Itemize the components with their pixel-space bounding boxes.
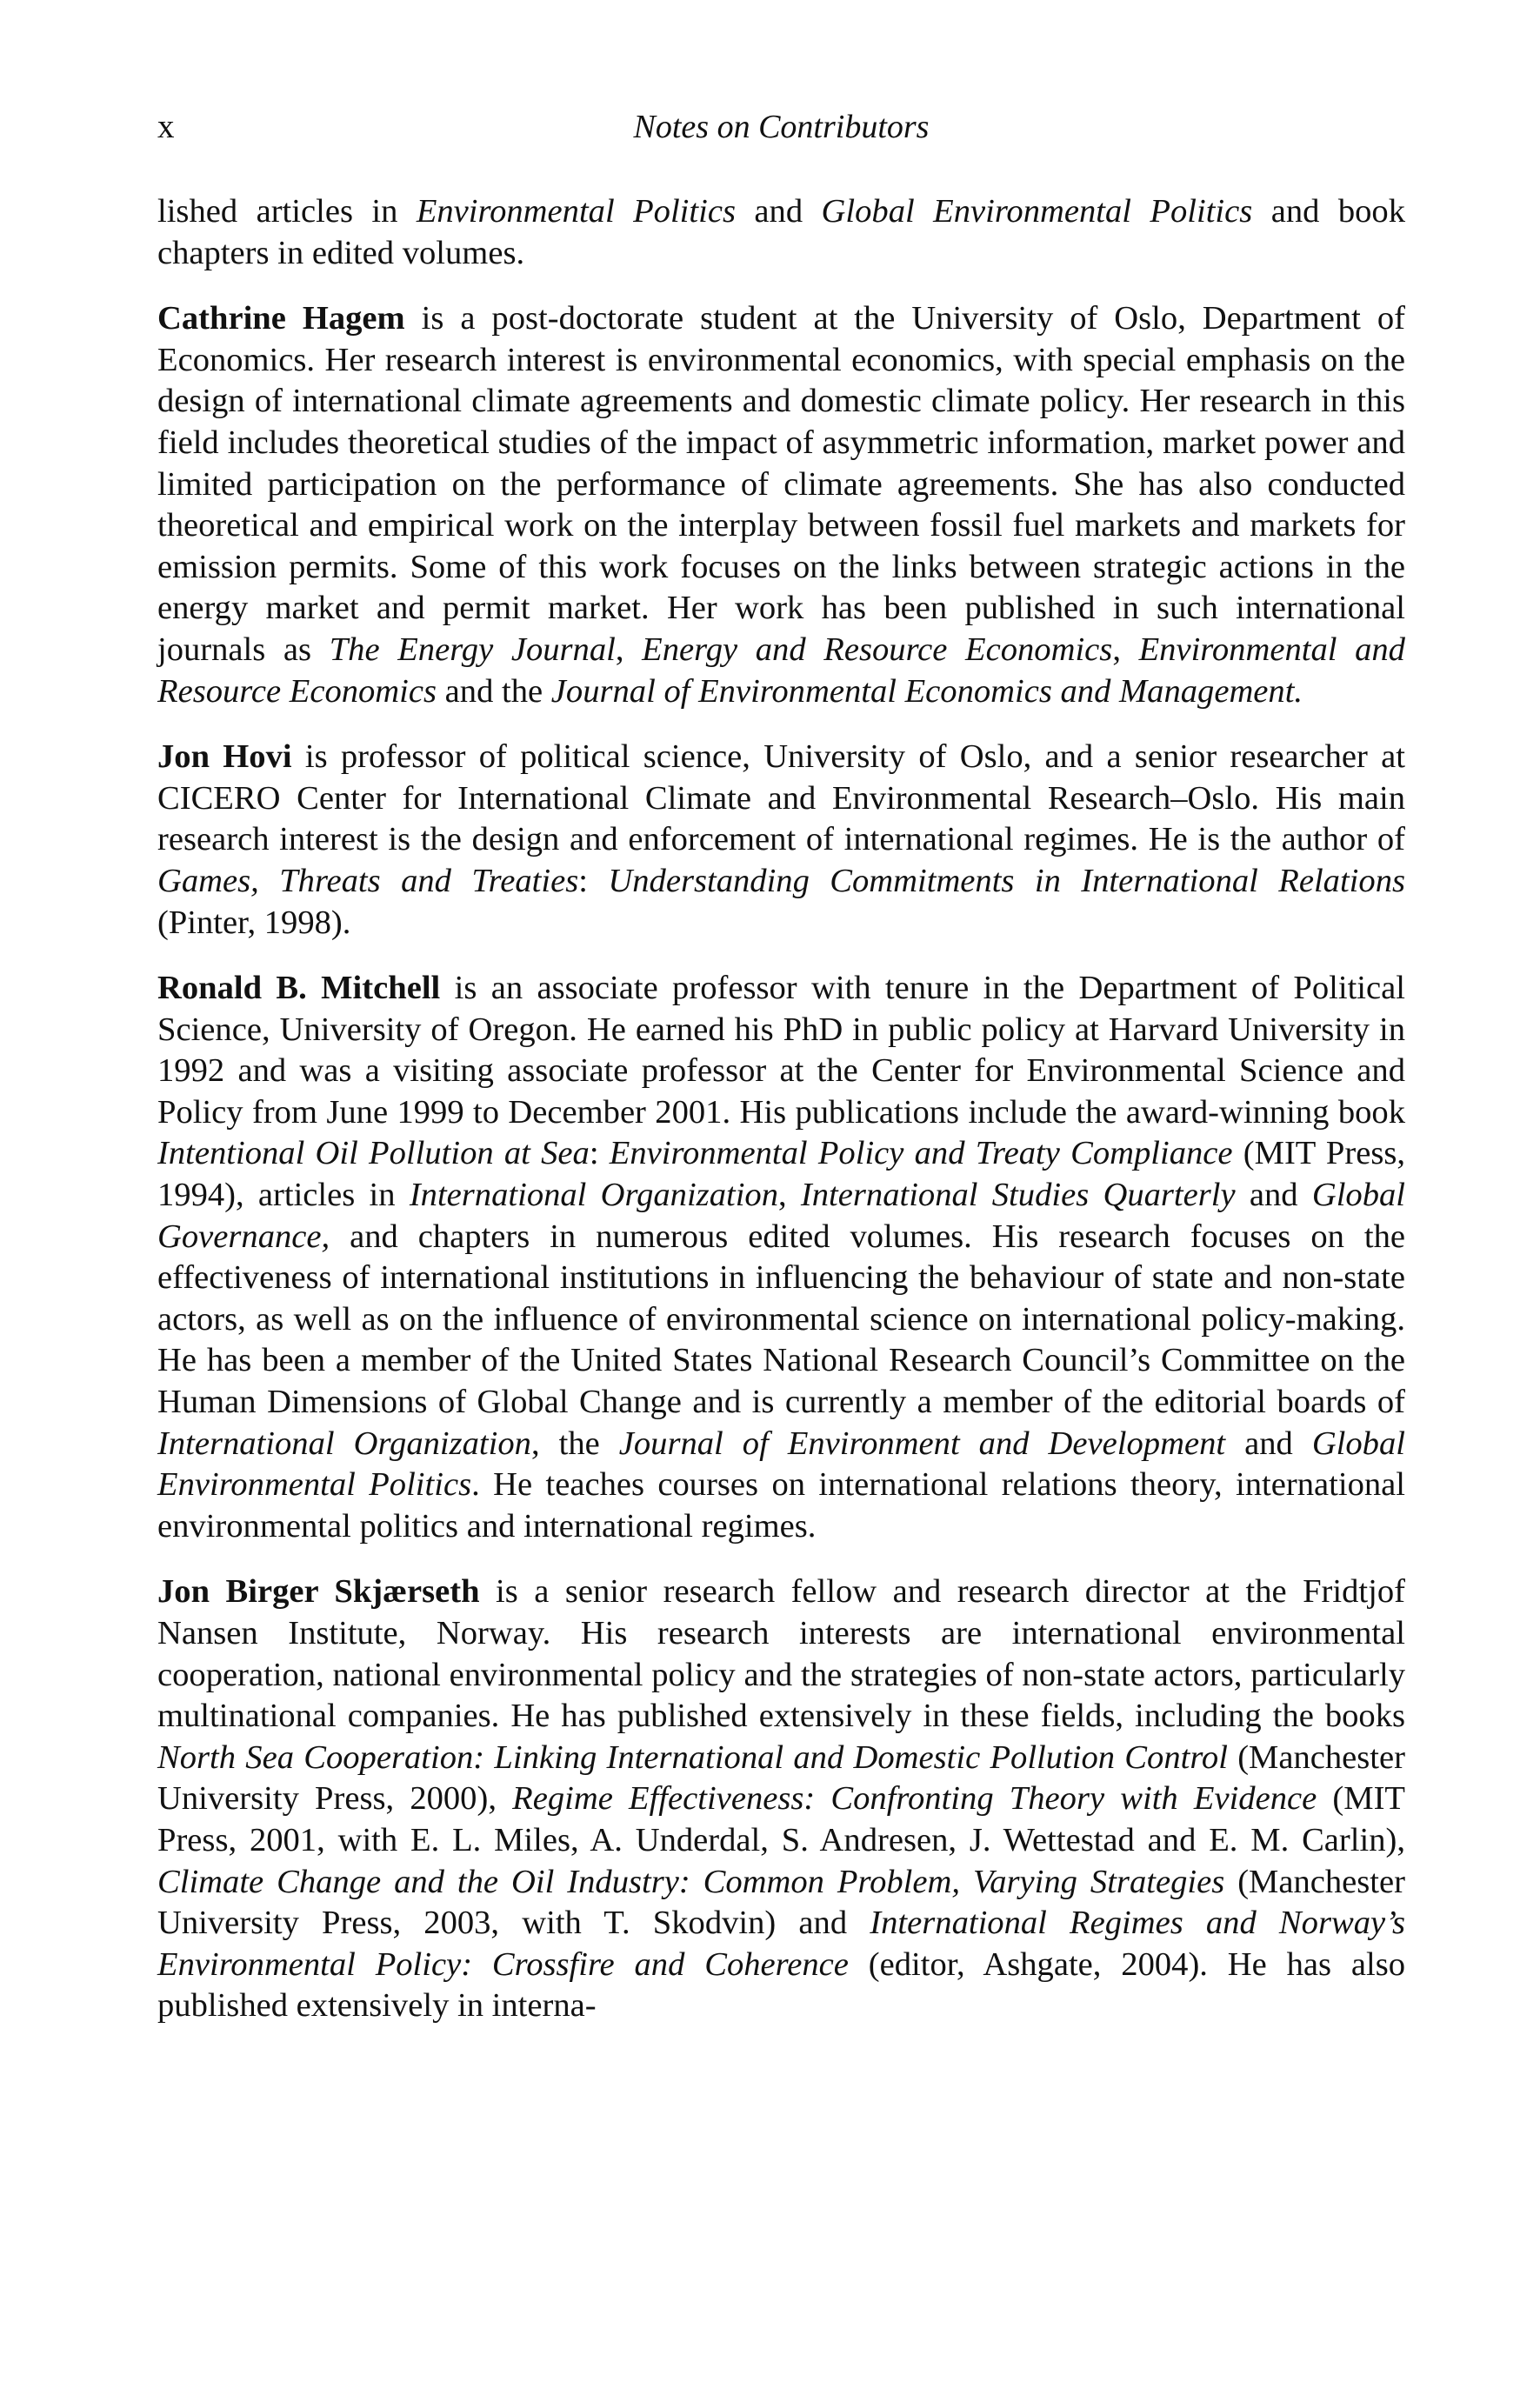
entry-text: is an associate professor with tenure in the Department of Political Science, University of Oregon. He earned his PhD in public policy at Harvard University in 1992 and was a visiting associate professor at the Center for Environmental Science and Policy from June 1999 to December 2001. His publications include the award-winning book <box>157 970 1405 1131</box>
publication-title: Environmental Politics <box>416 193 736 230</box>
entry-text: , <box>778 1177 801 1214</box>
entry-text: (Manchester University Press, 2003, with T. Skodvin) and <box>157 1863 1405 1942</box>
publication-title: Journal of Environment and Development <box>618 1425 1226 1462</box>
publication-title: Journal of Environmental Economics and Management. <box>550 672 1303 710</box>
contributor-entry <box>157 298 1405 712</box>
entry-text: (Manchester University Press, 2000), <box>157 1738 1405 1818</box>
contributor-name: Cathrine Hagem <box>157 300 405 337</box>
publication-title: Games, Threats and Treaties <box>157 862 579 899</box>
entry-text: , the <box>530 1425 619 1462</box>
publication-title: Global Environmental Politics <box>821 193 1253 230</box>
publication-title: Climate Change and the Oil Industry: Common Problem, Varying Strategies <box>157 1863 1225 1900</box>
page-number: x <box>157 108 175 145</box>
entry-text: (Pinter, 1998). <box>157 904 351 941</box>
publication-title: Environmental and Resource Economics <box>157 631 1405 710</box>
entry-text: is professor of political science, University of Oslo, and a senior researcher at CICERO Center for International Climate and Environmental Research–Oslo. His main research interest is the design and enforcement of international regimes. He is the author of <box>157 738 1405 858</box>
running-title: Notes on Contributors <box>633 109 930 145</box>
contributor-name: Ronald B. Mitchell <box>157 970 441 1007</box>
entry-text: is a post-doctorate student at the University of Oslo, Department of Economics. Her research interest is environmental economics, with special emphasis on the design of international climate agreements and domestic climate policy. Her research in this field includes theoretical studies of the impact of asymmetric information, market power and limited participation on the performance of climate agreements. She has also conducted theoretical and empirical work on the interplay between fossil fuel markets and markets for emission permits. Some of this work focuses on the links between strategic actions in the energy market and permit market. Her work has been published in such international journals as <box>157 300 1405 668</box>
entry-text: (MIT Press, 1994), articles in <box>157 1135 1405 1214</box>
entry-text: : <box>589 1135 610 1172</box>
publication-title: Global Governance, <box>157 1177 1405 1255</box>
publication-title: International Regimes and Norway’s Environmental Policy: Crossfire and Coherence <box>157 1905 1405 1983</box>
entry-text: (MIT Press, 2001, with E. L. Miles, A. Underdal, S. Andresen, J. Wettestad and E. M. Carlin), <box>157 1780 1405 1858</box>
entry-text: and the <box>437 672 551 710</box>
publication-title: Environmental Policy and Treaty Compliance <box>609 1135 1233 1172</box>
entry-text: and <box>1235 1177 1312 1214</box>
publication-title: Intentional Oil Pollution at Sea <box>157 1135 590 1172</box>
contributor-name: Jon Birger Skjærseth <box>157 1573 480 1611</box>
publication-title: North Sea Cooperation: Linking International and Domestic Pollution Control <box>157 1738 1228 1776</box>
entry-text: and chapters in numerous edited volumes. His research focuses on the effectiveness of international institutions in influencing the behaviour of state and non-state actors, as well as on the influence of environmental science on international policy-making. He has been a member of the United States National Research Council’s Committee on the Human Dimensions of Global Change and is currently a member of the editorial boards of <box>157 1218 1405 1421</box>
publication-title: Energy and Resource Economics <box>642 631 1113 668</box>
publication-title: International Organization <box>157 1425 531 1462</box>
contributors-body <box>157 191 1405 2052</box>
running-head <box>157 103 1405 151</box>
publication-title: International Organization <box>409 1177 779 1214</box>
continued-paragraph <box>157 191 1405 274</box>
contributor-entry <box>157 1571 1405 2027</box>
entry-text: and <box>735 193 822 230</box>
entry-text: . He teaches courses on international relations theory, international environmental politics and international regimes. <box>157 1466 1405 1545</box>
entry-text: lished articles in <box>157 193 417 230</box>
contributor-entry <box>157 968 1405 1547</box>
publication-title: Understanding Commitments in International Relations <box>608 862 1405 899</box>
entry-text: , <box>615 631 643 668</box>
contributor-name: Jon Hovi <box>157 738 292 776</box>
publication-title: The Energy Journal <box>329 631 616 668</box>
publication-title: Regime Effectiveness: Confronting Theory with Evidence <box>512 1780 1317 1818</box>
entry-text: (editor, Ashgate, 2004). He has also published extensively in interna- <box>157 1945 1405 2025</box>
publication-title: Global Environmental Politics <box>157 1425 1405 1504</box>
entry-text: and <box>1225 1425 1312 1462</box>
entry-text: and book chapters in edited volumes. <box>157 193 1405 271</box>
publication-title: International Studies Quarterly <box>800 1177 1236 1214</box>
entry-text: , <box>1112 631 1139 668</box>
entry-text: is a senior research fellow and research director at the Fridtjof Nansen Institute, Norway. His research interests are international environmental cooperation, national environmental policy and the strategies of non-state actors, particularly multinational companies. He has published extensively in these fields, including the books <box>157 1573 1405 1735</box>
entry-text: : <box>578 862 609 899</box>
contributor-entry <box>157 737 1405 944</box>
